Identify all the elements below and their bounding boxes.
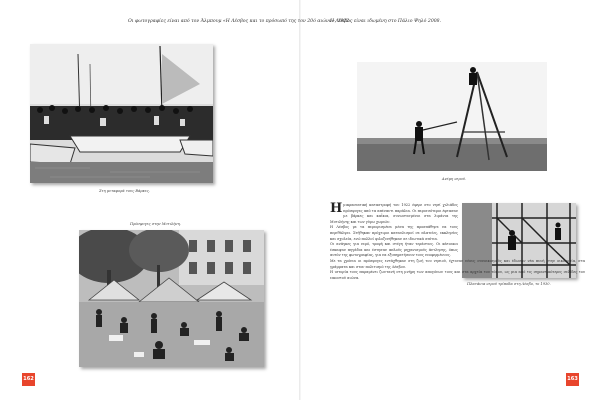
photo-refugee-camp xyxy=(79,230,264,367)
article-paragraph: Οι ανάγκες για νερό, τροφή και στέγη ήταν τεράστιες. Οι κάτοικοι έσκαψαν πηγάδια και έστησαν απλούς μηχανισμούς άντλησης, όπως αυτόν της φωτογραφίας, για να εξυπηρετήσουν τους νεοφερμένους. xyxy=(330,242,458,258)
photo-refugee-boats xyxy=(30,44,213,183)
page-gutter xyxy=(299,0,301,400)
right-page-number: 163 xyxy=(566,373,579,386)
caption-refugee-camp: Πρόσφυγες στην Μυτιλήνη. xyxy=(130,222,181,226)
article-body xyxy=(330,203,585,281)
drop-cap: Η xyxy=(330,201,343,216)
right-page-header: Η Λέσβος είναι ιδωμένη στο Πάλιο Ψηλό 2008. xyxy=(330,19,442,24)
article-paragraph: μικρασιατική καταστροφή του 1922 έφερε στο νησί χιλιάδες πρόσφυγες από τα απέναντι παράλια. Οι περισσότεροι έφτασαν με βάρκες και καΐκια, συνωστισμένοι στα λιμάνια της Μυτιλήνης και των γύρω χωριών. xyxy=(330,203,458,224)
photo-refugee-camp-image xyxy=(79,230,264,367)
photo-water-pump-image xyxy=(357,62,547,171)
photo-water-pump xyxy=(357,62,547,171)
article-paragraph: Η ιστορία τους παραμένει ζωντανή στη μνήμη των απογόνων τους και στα αρχεία του τόπου, ως μια από τις σημαντικότερες σελίδες του εικοστού αιώνα. xyxy=(330,270,585,280)
left-page-number: 162 xyxy=(22,373,35,386)
caption-scaffold: Πλατάνια νερού τρίποδα στη Λέσβο, το 1930. xyxy=(467,282,551,286)
article-body-wrapped xyxy=(330,203,458,259)
left-page-header: Οι φωτογραφίες είναι από τον Άλμπουμ «Η Λέσβος και το πρόσωπό της τον 20ό αιώνα», 1922. xyxy=(128,19,351,24)
article-paragraph: Η Λέσβος με τα περιορισμένα μέσα της προσπάθησε να τους περιθάλψει. Στήθηκαν πρόχειροι καταυλισμοί σε πλατείες, εκκλησίες και σχολεία, ενώ πολλοί φιλοξενήθηκαν σε ιδιωτικά σπίτια. xyxy=(330,225,458,241)
photo-refugee-boats-image xyxy=(30,44,213,183)
article-paragraph: Με τα χρόνια οι πρόσφυγες εντάχθηκαν στη ζωή του νησιού, έχτισαν νέους συνοικισμούς και έδωσαν νέα πνοή στην οικονομία, στα γράμματα και στον πολιτισμό της Λέσβου. xyxy=(330,258,585,269)
caption-refugee-boats: Στη μεταφορά τους Βάρκες. xyxy=(99,189,150,193)
caption-water-pump: Ανέμη νερού. xyxy=(442,177,467,181)
